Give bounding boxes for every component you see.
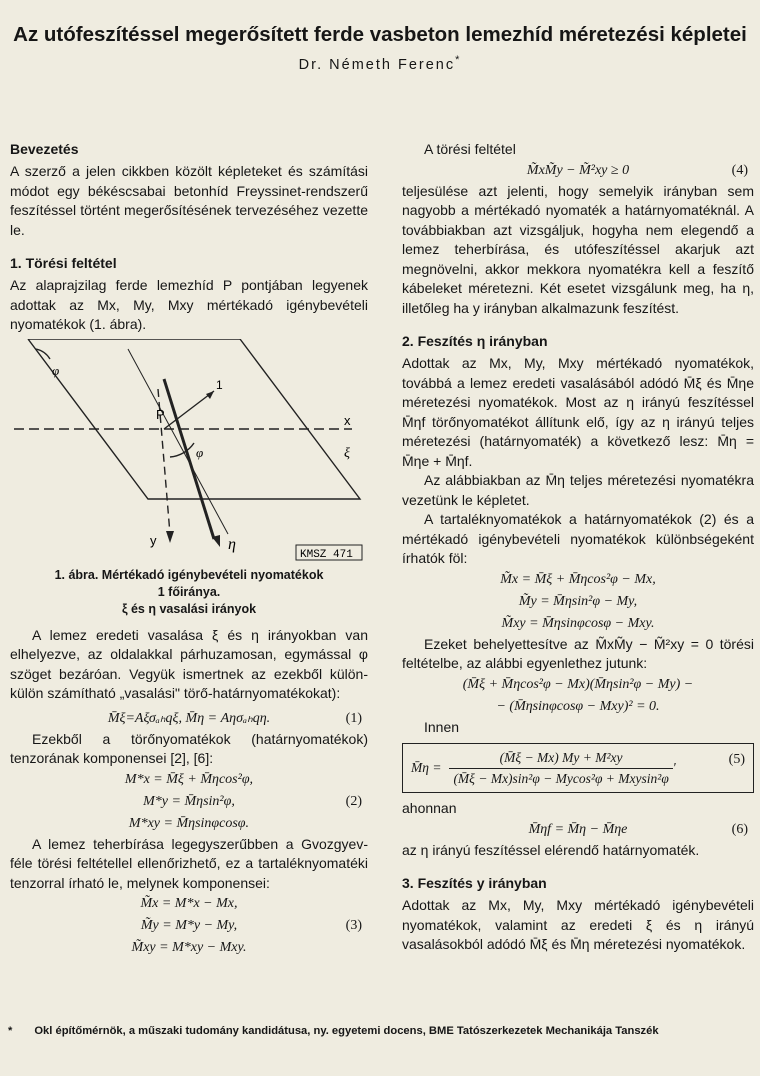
caption-line-1: 1. ábra. Mértékadó igénybevételi nyomatékok bbox=[54, 567, 324, 582]
figure-1-caption bbox=[10, 567, 368, 618]
paragraph-given-y: Adottak az Mx, My, Mxy mértékadó igénybevételi nyomatékok, valamint az eredeti ξ és η irányú vasalásokból adódó M̄ξ és M̄η méretezési nyomatékok. bbox=[402, 897, 754, 952]
equation-2c: M*xy = M̄ηsinφcosφ. bbox=[128, 815, 250, 831]
paragraph-substitution: Ezeket behelyettesítve az M̃xM̃y − M̃²xy = 0 törési feltételbe, az alábbi egyenlethez jutunk: bbox=[402, 635, 754, 671]
paragraph-reserve: A tartaléknyomatékok a határnyomatékok (2) és a mértékadó igénybevételi nyomatékok különbségeként írhatók föl: bbox=[402, 511, 754, 566]
equation-2 bbox=[10, 769, 368, 835]
equation-3 bbox=[10, 893, 368, 959]
eta-arrow bbox=[212, 535, 220, 547]
footnote-mark: * bbox=[8, 1025, 13, 1037]
equation-reserve-b: M̃y = M̄ηsin²φ − My, bbox=[518, 593, 638, 609]
author-name: Dr. Németh Ferenc bbox=[298, 56, 456, 73]
equation-expanded-line1: (M̄ξ + M̄ηcos²φ − Mx)(M̄ηsin²φ − My) − bbox=[462, 676, 694, 692]
intro-heading: Bevezetés bbox=[10, 141, 79, 157]
direction-1-line bbox=[164, 391, 214, 429]
paragraph-failure-condition: A törési feltétel bbox=[424, 141, 516, 157]
paragraph-ahonnan: ahonnan bbox=[402, 800, 457, 816]
article-title: Az utófeszítéssel megerősített ferde vasbeton lemezhíd méretezési képletei bbox=[13, 23, 747, 46]
fig-phi-mid: φ bbox=[196, 444, 204, 460]
fig-label-xi: ξ bbox=[344, 445, 350, 461]
section3-heading: 3. Feszítés y irányban bbox=[402, 875, 547, 891]
paragraph-total-moment: Az alábbiakban az M̄η teljes méretezési nyomatékra vezetünk le képletet. bbox=[402, 472, 754, 508]
paragraph-given-eta: Adottak az Mx, My, Mxy mértékadó nyomatékok, továbbá a lemez eredeti vasalásából adódó M̄ξ és M̄ηe méretezési nyomatékok. Most az η irányú feszítéssel M̄ηf törőnyomatékot állítunk elő, így az η irányú teljes méretezési (határnyomaték) a következő lesz: M̄η = M̄ηe + M̄ηf. bbox=[402, 355, 754, 469]
figure-1-diagram bbox=[10, 339, 370, 567]
equation-3c: M̃xy = M*xy − Mxy. bbox=[131, 940, 247, 955]
equation-expanded bbox=[402, 674, 754, 718]
right-column bbox=[402, 140, 754, 955]
left-column bbox=[10, 140, 368, 959]
equation-6-body: M̄ηf = M̄η − M̄ηe bbox=[528, 821, 628, 837]
intro-paragraph: A szerző a jelen cikkben közölt képleteket és számítási módot egy békéscsabai betonhíd Freyssinet-rendszerű feszítéssel történt megerősítésének tervezéséhez vezette le. bbox=[10, 163, 368, 238]
equation-5-numerator: (M̄ξ − Mx) My + M²xy bbox=[449, 748, 672, 769]
paragraph-tensor: Ezekből a törőnyomatékok (határnyomatékok) tenzorának komponensei [2], [6]: bbox=[10, 730, 368, 766]
equation-5-lhs: M̄η = bbox=[411, 760, 442, 776]
equation-3a: M̃x = M*x − Mx, bbox=[140, 896, 238, 911]
paragraph-gvozgyev: A lemez teherbírása legegyszerűbben a Gvozgyev-féle törési feltétellel ellenőrizhető, ez a tartaléknyomatéki tenzorral írható le, melynek komponensei: bbox=[10, 835, 368, 891]
equation-1-number: (1) bbox=[345, 710, 362, 726]
author-footnote-mark: * bbox=[455, 54, 462, 66]
equation-4-number: (4) bbox=[731, 162, 748, 178]
equation-1-body: M̄ξ=Aξσₐₕqξ, M̄η = Aησₐₕqη. bbox=[107, 710, 271, 726]
equation-5-box bbox=[402, 743, 754, 793]
xi-eta-line bbox=[128, 349, 228, 534]
fig-label-eta: η bbox=[228, 535, 236, 553]
equation-4 bbox=[402, 160, 754, 182]
equation-expanded-line2: − (M̄ηsinφcosφ − Mxy)² = 0. bbox=[496, 698, 660, 714]
fig-point-P: P bbox=[156, 406, 165, 422]
equation-2a: M*x = M̄ξ + M̄ηcos²φ, bbox=[124, 771, 254, 787]
equation-5-tail: ' bbox=[672, 760, 676, 776]
caption-line-3: ξ és η vasalási irányok bbox=[121, 601, 257, 616]
caption-line-2: 1 főiránya. bbox=[157, 584, 221, 599]
equation-3-number: (3) bbox=[345, 918, 362, 933]
fig-label-x: x bbox=[344, 412, 351, 428]
equation-reserve bbox=[402, 569, 754, 635]
author-line bbox=[0, 54, 760, 73]
paragraph-innen: Innen bbox=[424, 718, 460, 735]
equation-5-number: (5) bbox=[728, 752, 745, 767]
fig-code: KMSZ 471 bbox=[300, 548, 353, 561]
paragraph-eta-result: az η irányú feszítéssel elérendő határnyomaték. bbox=[402, 841, 700, 858]
fig-label-y: y bbox=[150, 532, 157, 548]
article-header bbox=[0, 22, 760, 73]
fig-phi-top: φ bbox=[52, 362, 60, 378]
y-axis-arrow bbox=[166, 531, 174, 543]
equation-5-denominator: (M̄ξ − Mx)sin²φ − Mycos²φ + Mxysin²φ bbox=[453, 770, 669, 786]
equation-2b: M*y = M̄ηsin²φ, bbox=[143, 793, 235, 809]
principal-direction-line bbox=[164, 379, 214, 539]
phi-arc-top bbox=[36, 349, 50, 359]
phi-arc-mid bbox=[170, 443, 194, 457]
section2-heading: 2. Feszítés η irányban bbox=[402, 333, 548, 349]
paragraph-reinforcement: A lemez eredeti vasalása ξ és η irányokban van elhelyezve, az oldalakkal párhuzamosan, egymással φ szöget bezáróan. Vegyük ismertnek az ezekből külön-külön számítható „vasalási" törő-határnyomatékokat): bbox=[10, 626, 368, 701]
figure-1 bbox=[10, 339, 370, 567]
fig-label-1: 1 bbox=[216, 377, 223, 392]
footnote-text: Okl építőmérnök, a műszaki tudomány kandidátusa, ny. egyetemi docens, BME Tatószerkezetek Mechanikája Tanszék bbox=[34, 1025, 659, 1037]
equation-6 bbox=[402, 819, 754, 841]
equation-1 bbox=[10, 708, 368, 730]
footnote bbox=[8, 1025, 753, 1037]
equation-6-number: (6) bbox=[731, 821, 748, 837]
section1-heading: 1. Törési feltétel bbox=[10, 255, 117, 271]
section1-paragraph: Az alaprajzilag ferde lemezhíd P pontjában legyenek adottak az Mx, My, Mxy mértékadó igénybevételi nyomatékok (1. ábra). bbox=[10, 277, 368, 332]
paragraph-meaning: teljesülése azt jelenti, hogy semelyik irányban sem nagyobb a mértékadó nyomaték a határnyomatéknál. A továbbiakban azt vizsgáljuk, hogyha nem elegendő a lemez teherbírása, és utófeszítéssel akarjuk azt megnövelni, akkor mekkora nyomatékra kell a feszítő kábeleket méretezni. Két esetet vizsgálunk meg, ha η, illetőleg ha y irányban alkalmazunk feszítést. bbox=[402, 182, 754, 316]
direction-1-arrow bbox=[206, 391, 214, 399]
equation-2-number: (2) bbox=[345, 793, 362, 809]
equation-reserve-a: M̃x = M̄ξ + M̄ηcos²φ − Mx, bbox=[500, 571, 656, 587]
equation-reserve-c: M̃xy = M̄ηsinφcosφ − Mxy. bbox=[501, 615, 655, 631]
equation-4-body: M̃xM̃y − M̃²xy ≥ 0 bbox=[526, 162, 630, 178]
equation-3b: M̃y = M*y − My, bbox=[140, 918, 238, 933]
